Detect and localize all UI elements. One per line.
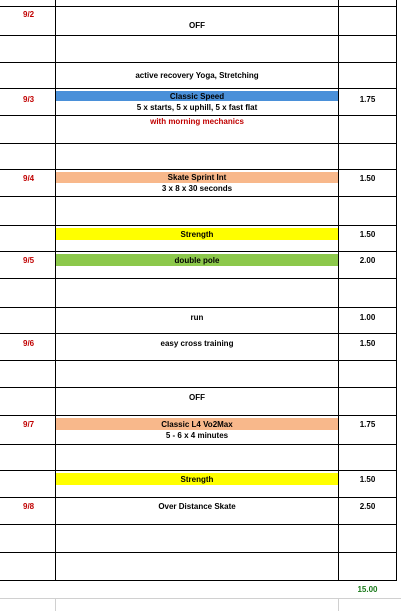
sheet-gridline (55, 598, 56, 611)
workout-cell (56, 252, 338, 268)
workout-cell (56, 6, 338, 35)
date-cell: 9/5 (23, 255, 35, 265)
grid-line (0, 278, 397, 279)
grid-line (0, 360, 397, 361)
table-row (0, 170, 401, 196)
workout-cell (56, 498, 338, 514)
workout-detail: 5 - 6 x 4 minutes (165, 431, 229, 440)
table-row (0, 35, 401, 63)
grid-line (0, 115, 397, 116)
workout-title: Skate Sprint Int (167, 173, 227, 182)
workout-title: Strength (180, 474, 214, 484)
workout-title: Classic L4 Vo2Max (161, 420, 233, 429)
workout-cell (56, 471, 338, 487)
grid-line (0, 387, 397, 388)
grid-line (0, 62, 397, 63)
total-hours: 15.00 (357, 584, 378, 594)
hours-cell: 1.00 (359, 312, 376, 322)
table-row (0, 360, 401, 387)
workout-cell (56, 226, 338, 242)
date-cell: 9/7 (23, 419, 35, 429)
workout-title: run (190, 312, 204, 322)
grid-line (0, 88, 397, 89)
grid-line (0, 196, 397, 197)
workout-title: Over Distance Skate (158, 501, 236, 511)
workout-title: Strength (180, 229, 214, 239)
date-cell: 9/4 (23, 173, 35, 183)
hours-cell: 1.50 (359, 229, 376, 239)
hours-cell: 1.75 (359, 419, 376, 429)
grid-line (0, 6, 397, 7)
grid-line (0, 552, 397, 553)
grid-line (0, 524, 397, 525)
grid-line (0, 580, 397, 581)
hours-cell: 1.50 (359, 474, 376, 484)
grid-line (0, 333, 397, 334)
grid-line (0, 225, 397, 226)
workout-cell (56, 387, 338, 407)
workout-detail: 3 x 8 x 30 seconds (161, 184, 233, 193)
grid-line (0, 470, 397, 471)
grid-line (0, 251, 397, 252)
workout-cell (56, 63, 338, 87)
workout-title: Classic Speed (169, 92, 225, 101)
table-row (0, 387, 401, 413)
table-row (0, 89, 401, 143)
workout-cell (56, 307, 338, 327)
grid-line (55, 0, 56, 580)
hours-cell: 1.75 (359, 94, 376, 104)
table-row (0, 196, 401, 225)
workout-label: active recovery Yoga, Stretching (135, 70, 259, 80)
workout-cell (56, 334, 338, 352)
grid-line (0, 444, 397, 445)
total-row (0, 580, 401, 598)
grid-line (396, 0, 397, 580)
date-cell: 9/8 (23, 501, 35, 511)
workout-title: easy cross training (160, 338, 234, 348)
grid-line (338, 0, 339, 580)
table-row (0, 498, 401, 524)
date-cell: 9/3 (23, 94, 35, 104)
grid-line (0, 307, 397, 308)
table-row (0, 416, 401, 444)
hours-cell: 2.50 (359, 501, 376, 511)
hours-cell: 1.50 (359, 338, 376, 348)
workout-cell (56, 89, 338, 137)
table-row (0, 444, 401, 471)
grid-line (0, 497, 397, 498)
workout-label: OFF (189, 21, 205, 30)
workout-cell (56, 170, 338, 196)
date-cell: 9/2 (23, 10, 35, 19)
workout-title: double pole (174, 255, 220, 265)
table-row (0, 226, 401, 251)
table-row (0, 252, 401, 278)
table-row (0, 278, 401, 307)
table-row (0, 334, 401, 360)
sheet-gridline (0, 598, 401, 599)
table-row (0, 143, 401, 169)
grid-line (0, 169, 397, 170)
date-cell: 9/6 (23, 338, 35, 348)
table-row (0, 307, 401, 333)
workout-detail: 5 x starts, 5 x uphill, 5 x fast flat (136, 103, 258, 112)
table-row (0, 6, 401, 35)
workout-cell (56, 416, 338, 444)
sheet-gridline (338, 598, 339, 611)
table-row (0, 63, 401, 87)
hours-cell: 2.00 (359, 255, 376, 265)
workout-note: with morning mechanics (150, 117, 244, 126)
grid-line (0, 35, 397, 36)
hours-cell: 1.50 (359, 173, 376, 183)
grid-line (0, 415, 397, 416)
workout-title: OFF (189, 392, 205, 402)
grid-line (0, 143, 397, 144)
table-row (0, 471, 401, 497)
